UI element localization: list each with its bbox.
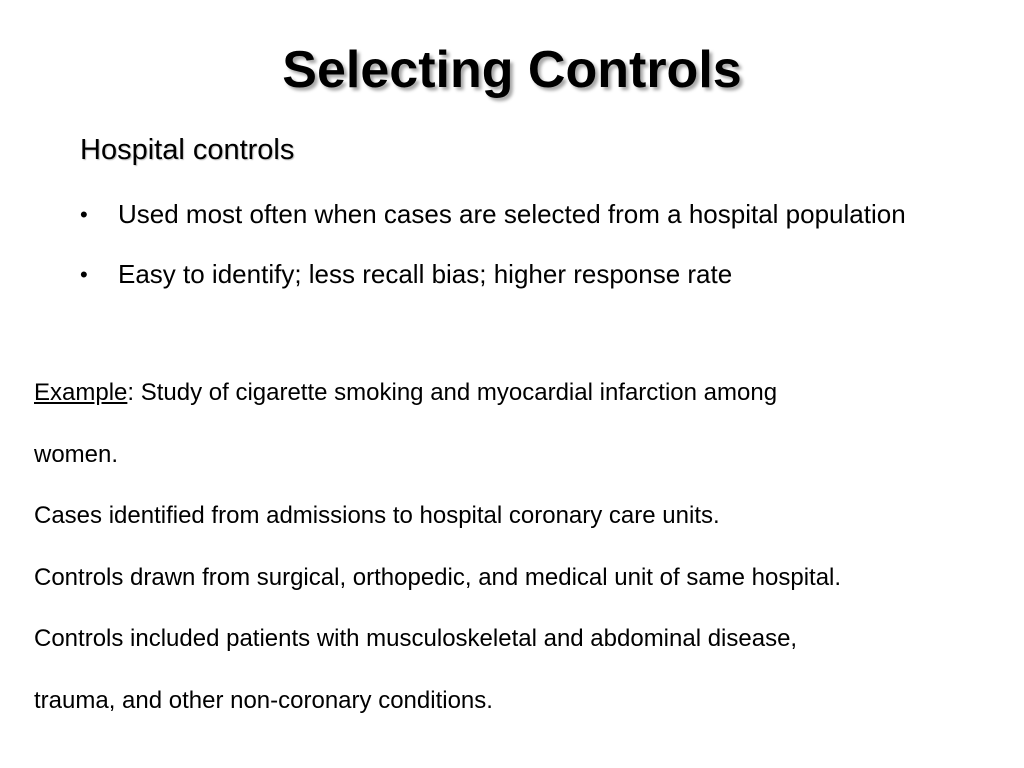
example-separator: : — [127, 379, 141, 406]
bullet-dot-icon: • — [80, 202, 88, 227]
bullet-item — [80, 250, 940, 299]
body-line: Controls included patients with musculoskeletal and abdominal disease, — [34, 625, 798, 652]
slide-title: Selecting Controls — [282, 41, 742, 99]
example-label: Example — [34, 379, 128, 406]
body-line: Controls drawn from surgical, orthopedic, and medical unit of same hospital. — [34, 563, 842, 591]
bullet-item — [80, 190, 940, 239]
bullet-text: Used most often when cases are selected from a hospital population — [118, 199, 906, 229]
bullet-text: Easy to identify; less recall bias; higher response rate — [118, 259, 733, 289]
example-block — [34, 362, 1004, 731]
example-text: Study of cigarette smoking and myocardial infarction among — [140, 379, 778, 406]
example-line — [34, 362, 1004, 424]
body-line: trauma, and other non-coronary conditions. — [34, 686, 493, 714]
body-line: Cases identified from admissions to hospital coronary care units. — [34, 502, 720, 529]
section-subtitle: Hospital controls — [80, 134, 295, 166]
example-text-continued: women. — [34, 440, 119, 468]
bullet-list — [80, 190, 940, 310]
bullet-dot-icon: • — [80, 262, 88, 287]
